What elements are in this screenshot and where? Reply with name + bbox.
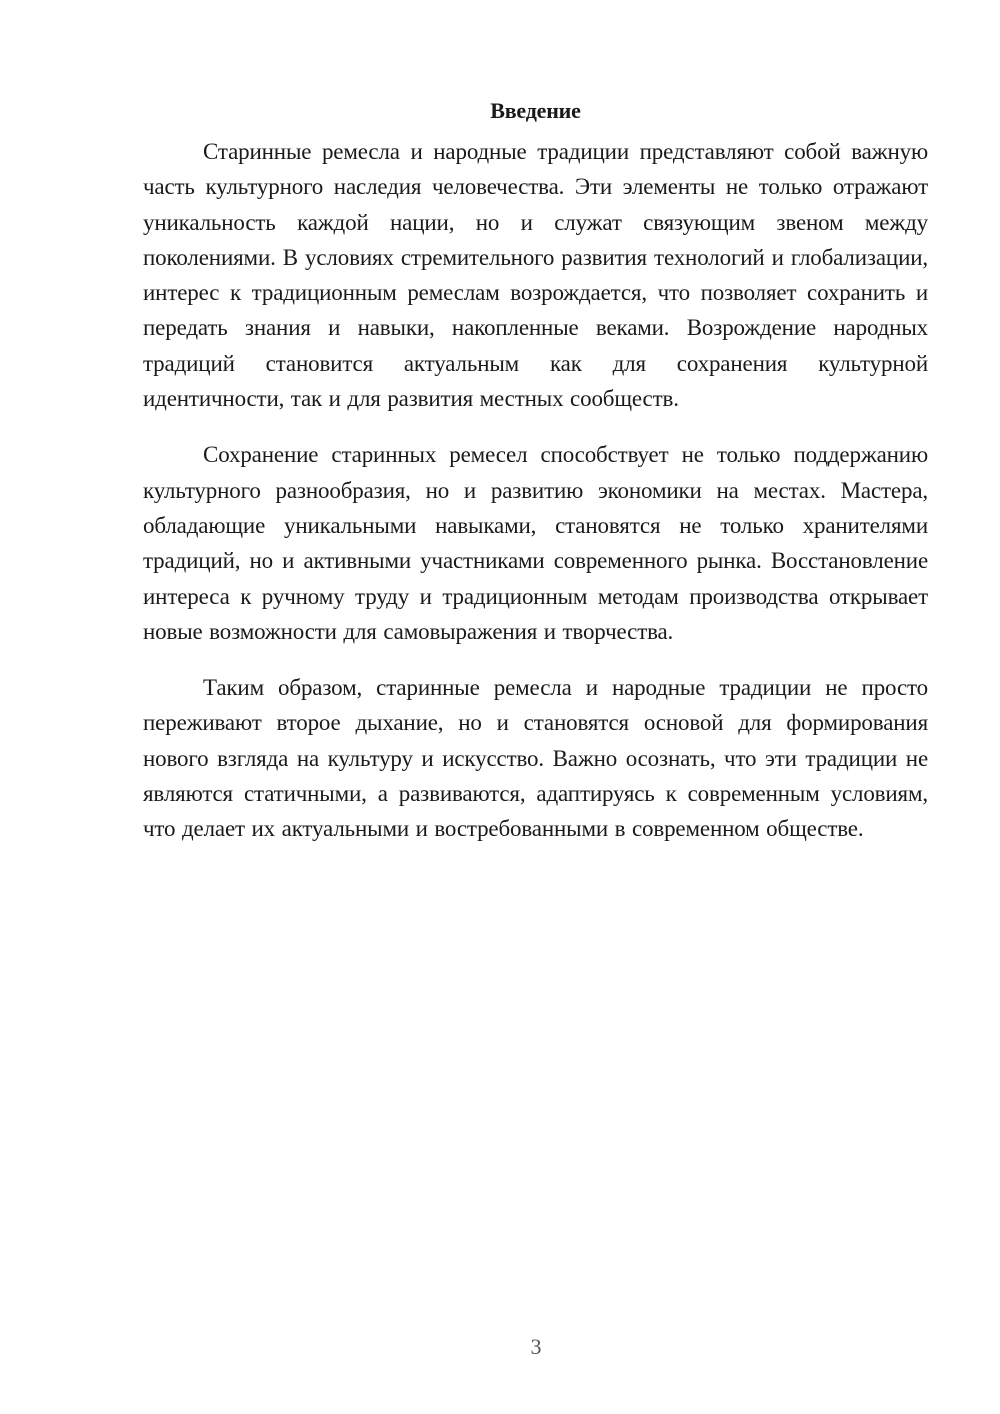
page-content [143, 96, 928, 868]
paragraph-2: Сохранение старинных ремесел способствует не только поддержанию культурного разнообразия, но и развитию экономики на местах. Мастера, обладающие уникальными навыками, становятся не только хранителями традиций, но и активными участниками современного рынка. Восстановление интереса к ручному труду и традиционным методам производства открывает новые возможности для самовыражения и творчества. [143, 442, 928, 644]
page-number: 3 [530, 1334, 542, 1359]
paragraph-1: Старинные ремесла и народные традиции представляют собой важную часть культурного наследия человечества. Эти элементы не только отражают уникальность каждой нации, но и служат связующим звеном между поколениями. В условиях стремительного развития технологий и глобализации, интерес к традиционным ремеслам возрождается, что позволяет сохранить и передать знания и навыки, накопленные веками. Возрождение народных традиций становится актуальным как для сохранения культурной идентичности, так и для развития местных сообществ. [143, 139, 928, 412]
section-title: Введение [490, 98, 581, 123]
paragraph-3: Таким образом, старинные ремесла и народные традиции не просто переживают второе дыхание, но и становятся основой для формирования нового взгляда на культуру и искусство. Важно осознать, что эти традиции не являются статичными, а развиваются, адаптируясь к современным условиям, что делает их актуальными и востребованными в современном обществе. [143, 675, 928, 842]
